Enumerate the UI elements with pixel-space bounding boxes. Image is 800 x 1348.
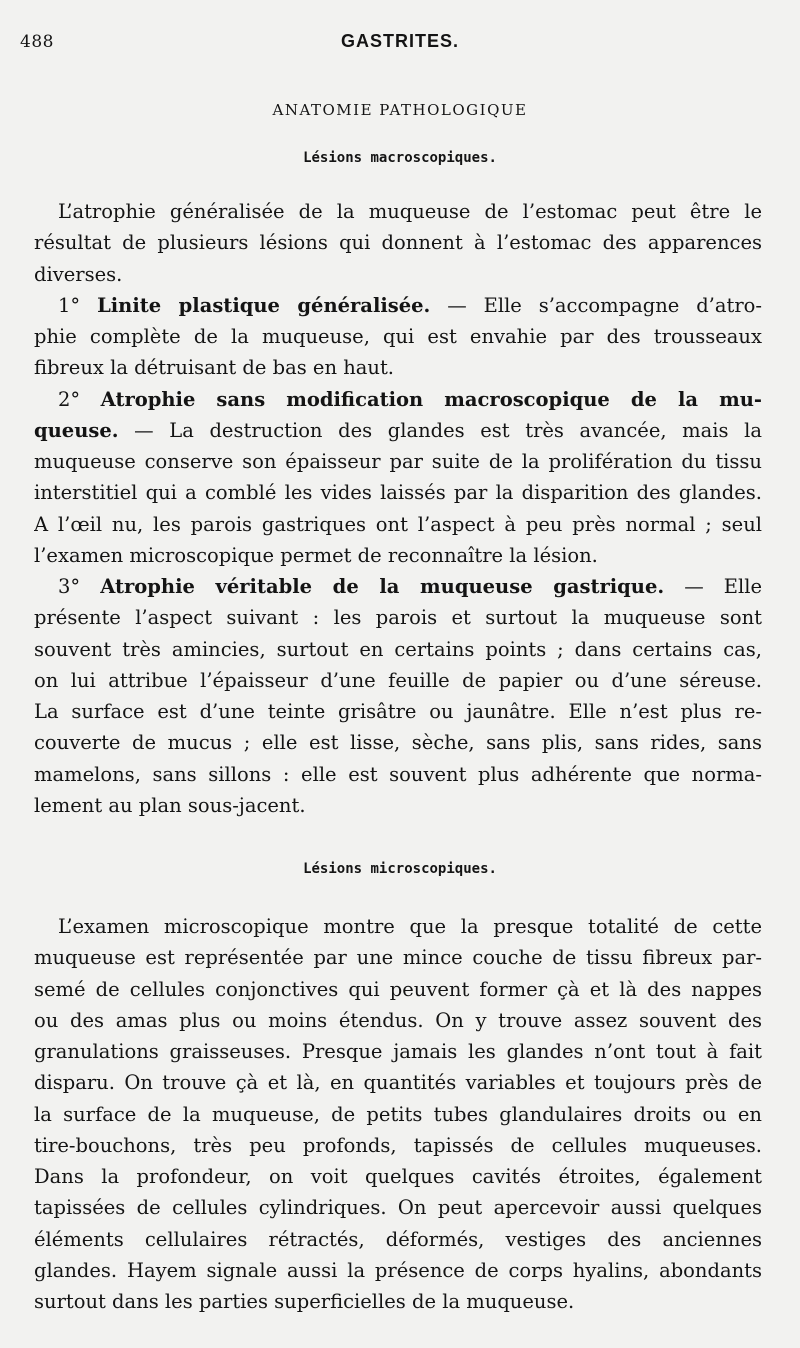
text-line: A l’œil nu, les parois gastriques ont l’aspect à peu près normal ; seul xyxy=(34,512,762,536)
item-text: — La destruction des glandes est très avancée, mais la xyxy=(118,418,762,442)
text-line: l’examen microscopique permet de reconnaître la lésion. xyxy=(34,543,598,567)
text-line: souvent très amincies, surtout en certains points ; dans certains cas, xyxy=(34,637,762,661)
text-line: disparu. On trouve çà et là, en quantités variables et toujours près de xyxy=(34,1071,762,1095)
subsection-title-macroscopic: Lésions macroscopiques. xyxy=(303,150,497,166)
text-line: la surface de la muqueuse, de petits tubes glandulaires droits ou en xyxy=(34,1102,762,1126)
item-heading: queuse. xyxy=(34,418,119,442)
text-line: on lui attribue l’épaisseur d’une feuille de papier ou d’une séreuse. xyxy=(34,668,762,692)
running-title: GASTRITES. xyxy=(340,31,459,51)
text-line: tapissées de cellules cylindriques. On peut apercevoir aussi quelques xyxy=(34,1196,762,1220)
page-number: 488 xyxy=(20,32,54,52)
item-heading: Linite plastique généralisée. xyxy=(97,293,431,317)
item-heading-line xyxy=(34,290,762,321)
text-line: semé de cellules conjonctives qui peuvent former çà et là des nappes xyxy=(34,977,762,1001)
microscopic-text xyxy=(34,911,762,1317)
text-line: fibreux la détruisant de bas en haut. xyxy=(34,356,394,380)
text-line: glandes. Hayem signale aussi la présence de corps hyalins, abondants xyxy=(34,1258,762,1282)
text-line: phie complète de la muqueuse, qui est envahie par des trousseaux xyxy=(34,325,762,348)
item-number: 1° xyxy=(58,293,81,317)
item-heading-line xyxy=(34,384,762,415)
text-line: lement au plan sous-jacent. xyxy=(34,793,306,817)
item-heading-line xyxy=(34,571,762,602)
text-line: L’atrophie généralisée de la muqueuse de l’estomac peut être le xyxy=(58,200,762,223)
text-line: granulations graisseuses. Presque jamais les glandes n’ont tout à fait xyxy=(34,1040,762,1063)
text-line: muqueuse conserve son épaisseur par suite de la prolifération du tissu xyxy=(34,450,762,473)
macroscopic-text xyxy=(34,196,762,821)
text-line: éléments cellulaires rétractés, déformés, vestiges des anciennes xyxy=(34,1227,762,1251)
subsection-title-microscopic: Lésions microscopiques. xyxy=(303,861,497,877)
item-heading-line xyxy=(34,415,762,446)
text-line: couverte de mucus ; elle est lisse, sèche, sans plis, sans rides, sans xyxy=(34,731,762,755)
text-line: surtout dans les parties superficielles de la muqueuse. xyxy=(34,1290,575,1313)
text-line: interstitiel qui a comblé les vides laissés par la disparition des glandes. xyxy=(34,481,762,505)
item-number: 2° xyxy=(58,387,81,411)
text-line: tire-bouchons, très peu profonds, tapissés de cellules muqueuses. xyxy=(34,1133,762,1157)
text-line: muqueuse est représentée par une mince couche de tissu fibreux par- xyxy=(34,946,762,970)
item-text: — Elle s’accompagne d’atro- xyxy=(430,293,762,317)
text-line: La surface est d’une teinte grisâtre ou jaunâtre. Elle n’est plus re- xyxy=(34,700,762,723)
item-heading: Atrophie véritable de la muqueuse gastrique. xyxy=(100,575,665,598)
text-line: L’examen microscopique montre que la presque totalité de cette xyxy=(58,915,762,938)
section-title: ANATOMIE PATHOLOGIQUE xyxy=(272,101,528,119)
text-line: présente l’aspect suivant : les parois et surtout la muqueuse sont xyxy=(34,606,762,630)
text-line: ou des amas plus ou moins étendus. On y trouve assez souvent des xyxy=(34,1008,762,1032)
text-line: mamelons, sans sillons : elle est souvent plus adhérente que norma- xyxy=(34,762,762,786)
text-line: Dans la profondeur, on voit quelques cavités étroites, également xyxy=(34,1165,762,1188)
item-heading: Atrophie sans modification macroscopique de la mu- xyxy=(100,387,762,411)
item-text: — Elle xyxy=(664,575,762,598)
text-line: résultat de plusieurs lésions qui donnent à l’estomac des apparences xyxy=(34,231,762,255)
item-number: 3° xyxy=(58,575,81,598)
text-line: diverses. xyxy=(34,262,123,286)
